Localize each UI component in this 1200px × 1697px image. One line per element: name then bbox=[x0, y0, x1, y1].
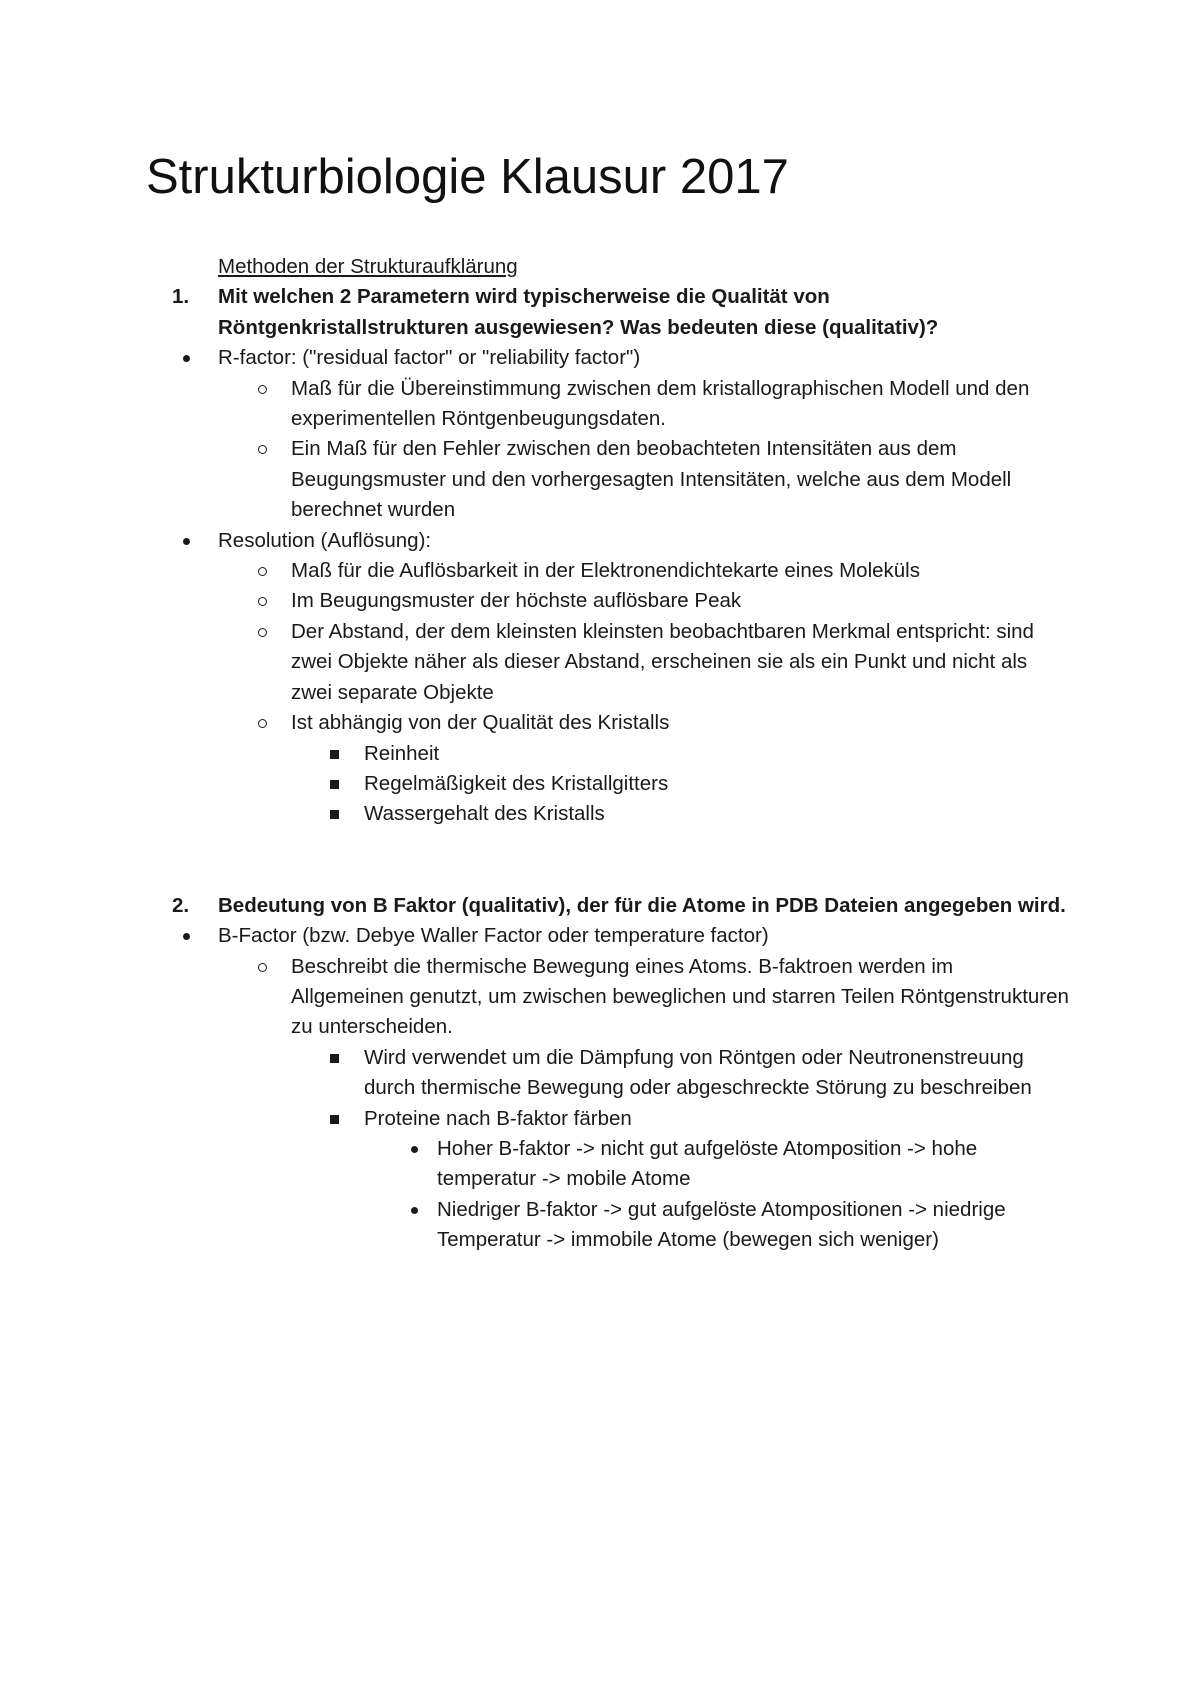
question-2-number: 2. bbox=[172, 893, 190, 917]
rfactor-point: Ein Maß für den Fehler zwischen den beobachteten Intensitäten aus dem Beugungsmuster und den vorhergesagten Intensitäten, welche aus dem Modell berechnet wurden bbox=[291, 437, 1012, 522]
list-item bbox=[0, 952, 1070, 1043]
bfactor-subpoint: Wird verwendet um die Dämpfung von Röntgen oder Neutronenstreuung durch thermische Bewegung oder abgeschreckte Störung zu beschreiben bbox=[364, 1045, 1032, 1100]
resolution-point: Der Abstand, der dem kleinsten kleinsten beobachtbaren Merkmal entspricht: sind zwei Objekte näher als dieser Abstand, erscheinen sie als ein Punkt und nicht als zwei separate Objekte bbox=[291, 619, 1034, 704]
question-2-text: Bedeutung von B Faktor (qualitativ), der für die Atome in PDB Dateien angegeben wird. bbox=[218, 893, 1066, 917]
document-title: Strukturbiologie Klausur 2017 bbox=[146, 150, 789, 204]
list-item bbox=[0, 434, 1070, 525]
bfactor-color-point: Hoher B-faktor -> nicht gut aufgelöste Atomposition -> hohe temperatur -> mobile Atome bbox=[437, 1136, 978, 1191]
bullet-circle-icon bbox=[254, 617, 267, 647]
list-item bbox=[0, 1134, 1070, 1195]
bfactor-color-point: Niedriger B-faktor -> gut aufgelöste Atompositionen -> niedrige Temperatur -> immobile Atome (bewegen sich weniger) bbox=[437, 1197, 1006, 1252]
bullet-square-icon bbox=[328, 1043, 339, 1073]
list-item-bfactor bbox=[0, 921, 1070, 951]
bullet-dot-icon bbox=[172, 921, 190, 951]
bullet-square-icon bbox=[328, 1104, 339, 1134]
bfactor-point: Beschreibt die thermische Bewegung eines Atoms. B-faktroen werden im Allgemeinen genutzt, um zwischen beweglichen und starren Teilen Röntgenstrukturen zu unterscheiden. bbox=[291, 954, 1069, 1039]
bullet-circle-icon bbox=[254, 434, 267, 464]
list-item-rfactor bbox=[0, 343, 1070, 373]
rfactor-point: Maß für die Übereinstimmung zwischen dem kristallographischen Modell und den experimentellen Röntgenbeugungsdaten. bbox=[291, 376, 1030, 431]
question-1-text: Mit welchen 2 Parametern wird typischerweise die Qualität von Röntgenkristallstrukturen ausgewiesen? Was bedeuten diese (qualitativ)? bbox=[218, 285, 939, 339]
bullet-circle-icon bbox=[254, 374, 267, 404]
list-item bbox=[0, 769, 1070, 799]
resolution-point: Ist abhängig von der Qualität des Kristalls bbox=[291, 711, 670, 735]
question-1 bbox=[0, 282, 1070, 343]
document-body bbox=[0, 252, 1200, 1256]
section-heading-row bbox=[0, 252, 1070, 282]
list-item bbox=[0, 1043, 1070, 1104]
bullet-circle-icon bbox=[254, 708, 267, 738]
bullet-square-icon bbox=[328, 799, 339, 829]
bfactor-subpoint: Proteine nach B-faktor färben bbox=[364, 1106, 632, 1130]
spacer bbox=[0, 830, 1200, 891]
resolution-subpoint: Regelmäßigkeit des Kristallgitters bbox=[364, 771, 669, 795]
list-item bbox=[0, 374, 1070, 435]
question-2 bbox=[0, 891, 1070, 921]
resolution-subpoint: Reinheit bbox=[364, 741, 440, 765]
bullet-dot-icon bbox=[172, 343, 190, 373]
bullet-square-icon bbox=[328, 769, 339, 799]
list-item bbox=[0, 1104, 1070, 1134]
bullet-dot-icon bbox=[400, 1195, 418, 1225]
question-1-number: 1. bbox=[172, 285, 190, 309]
list-item bbox=[0, 556, 1070, 586]
bullet-square-icon bbox=[328, 739, 339, 769]
resolution-point: Im Beugungsmuster der höchste auflösbare Peak bbox=[291, 589, 742, 613]
section-heading: Methoden der Strukturaufklärung bbox=[218, 255, 518, 278]
list-item bbox=[0, 586, 1070, 616]
resolution-subpoint: Wassergehalt des Kristalls bbox=[364, 802, 605, 826]
list-item bbox=[0, 1195, 1070, 1256]
list-item bbox=[0, 708, 1070, 738]
bullet-dot-icon bbox=[172, 526, 190, 556]
bullet-dot-icon bbox=[400, 1134, 418, 1164]
bfactor-label: B-Factor (bzw. Debye Waller Factor oder temperature factor) bbox=[218, 924, 769, 948]
bullet-circle-icon bbox=[254, 586, 267, 616]
list-item bbox=[0, 739, 1070, 769]
bullet-circle-icon bbox=[254, 556, 267, 586]
resolution-label: Resolution (Auflösung): bbox=[218, 528, 432, 552]
resolution-point: Maß für die Auflösbarkeit in der Elektronendichtekarte eines Moleküls bbox=[291, 559, 920, 583]
list-item-resolution bbox=[0, 526, 1070, 556]
list-item bbox=[0, 617, 1070, 708]
rfactor-label: R-factor: ("residual factor" or "reliability factor") bbox=[218, 346, 641, 370]
bullet-circle-icon bbox=[254, 952, 267, 982]
list-item bbox=[0, 799, 1070, 829]
